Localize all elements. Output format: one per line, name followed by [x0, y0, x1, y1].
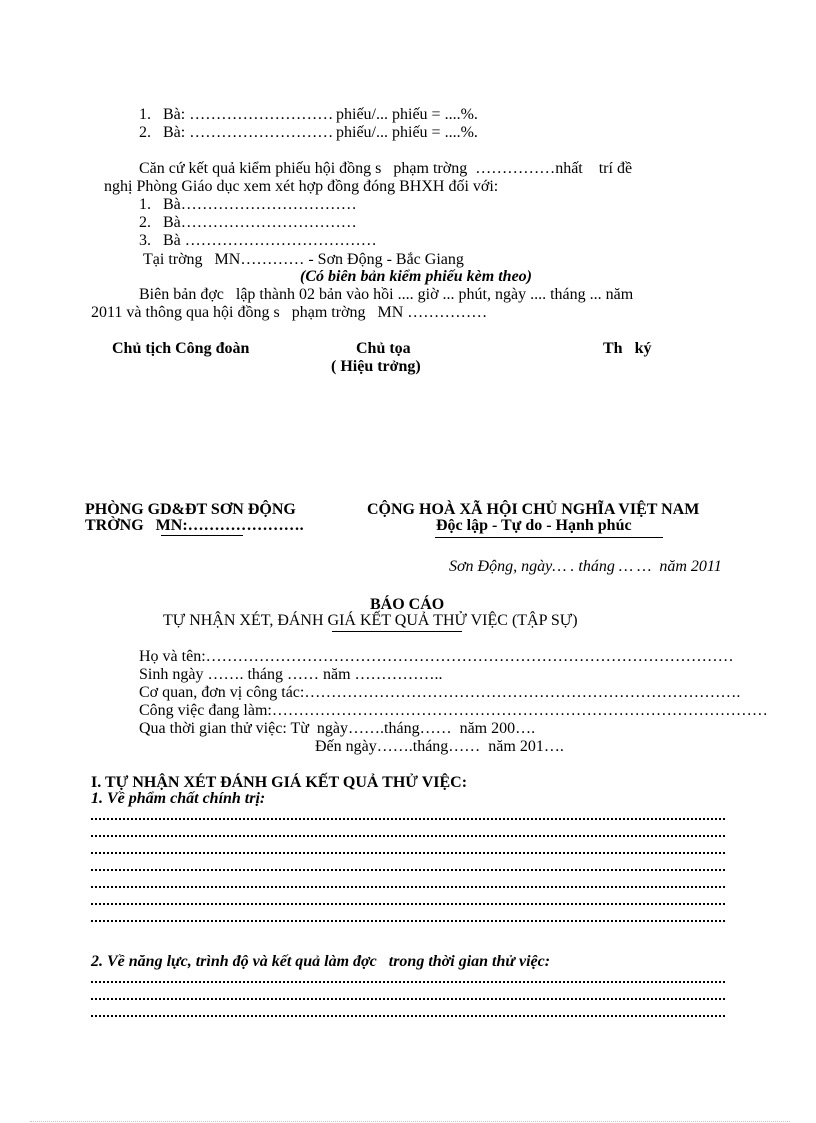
motto-underline: [435, 537, 663, 538]
signature-presider-sub: ( Hiệu trởng): [331, 358, 421, 375]
attachment-note: (Có biên bản kiểm phiếu kèm theo): [300, 268, 532, 285]
field-probation-start: Qua thời gian thử việc: Từ ngày…….tháng…… năm 200….: [139, 720, 536, 737]
location-line: Tại trờng MN………… - Sơn Động - Bắc Giang: [143, 251, 464, 268]
answer-line: [91, 865, 725, 871]
answer-line: [91, 977, 725, 983]
basis-line-1: Căn cứ kết quả kiểm phiếu hội đồng s phạm trờng ……………nhất trí đề: [139, 160, 633, 177]
nominee-3-num: 3.: [139, 232, 151, 249]
answer-line: [91, 848, 725, 854]
header-school: TRỜNG MN:………………….: [85, 517, 304, 534]
vote-line-1-num: 1.: [139, 106, 151, 123]
date-line: Sơn Động, ngày… . tháng … … năm 2011: [449, 558, 722, 575]
header-department: PHÒNG GD&ĐT SƠN ĐỘNG: [85, 501, 296, 518]
subsection-2-heading: 2. Về năng lực, trình độ và kết quả làm đợc trong thời gian thử việc:: [91, 953, 551, 970]
answer-line: [91, 831, 725, 837]
subsection-1-heading: 1. Về phẩm chất chính trị:: [91, 790, 266, 807]
signature-presider: Chủ tọa: [356, 340, 411, 357]
answer-line: [91, 814, 725, 820]
field-probation-end: Đến ngày…….tháng…… năm 201….: [315, 738, 564, 755]
field-birth-date: Sinh ngày ……. tháng …… năm ……………..: [139, 666, 443, 683]
signature-secretary: Th ký: [603, 340, 652, 357]
vote-line-1-result: phiếu/... phiếu = ....%.: [336, 106, 478, 123]
signature-union-chair: Chủ tịch Công đoàn: [112, 340, 250, 357]
subtitle-underline: [332, 631, 462, 632]
answer-line: [91, 1011, 725, 1017]
field-current-job: Công việc đang làm:…………………………………………………………………………………: [139, 702, 768, 719]
nominee-2: Bà……………………………: [163, 214, 357, 231]
nominee-3: Bà ………………………………: [163, 232, 377, 249]
minutes-line-1: Biên bản đợc lập thành 02 bản vào hồi .... giờ ... phút, ngày .... tháng ... năm: [139, 286, 634, 303]
header-school-underline: [161, 535, 243, 536]
answer-line: [91, 882, 725, 888]
answer-line: [91, 916, 725, 922]
vote-line-2-num: 2.: [139, 124, 151, 141]
answer-line: [91, 899, 725, 905]
header-republic: CỘNG HOÀ XÃ HỘI CHỦ NGHĨA VIỆT NAM: [367, 501, 700, 518]
nominee-1-num: 1.: [139, 196, 151, 213]
nominee-1: Bà……………………………: [163, 196, 357, 213]
answer-line: [91, 994, 725, 1000]
vote-line-2-name: Bà: ………………………: [163, 124, 334, 141]
nominee-2-num: 2.: [139, 214, 151, 231]
basis-line-2: nghị Phòng Giáo dục xem xét hợp đồng đóng BHXH đối với:: [104, 178, 499, 195]
report-subtitle: TỰ NHẬN XÉT, ĐÁNH GIÁ KẾT QUẢ THỬ VIỆC (TẬP SỰ): [163, 612, 578, 629]
minutes-line-2: 2011 và thông qua hội đồng s phạm trờng MN ……………: [91, 304, 488, 321]
page-edge-divider: [30, 1121, 790, 1122]
vote-line-2-result: phiếu/... phiếu = ....%.: [336, 124, 478, 141]
section-1-heading: I. TỰ NHẬN XÉT ĐÁNH GIÁ KẾT QUẢ THỬ VIỆC:: [91, 774, 468, 791]
field-full-name: Họ và tên:………………………………………………………………………………………: [139, 648, 734, 665]
report-title: BÁO CÁO: [370, 596, 445, 613]
vote-line-1-name: Bà: ………………………: [163, 106, 334, 123]
header-motto: Độc lập - Tự do - Hạnh phúc: [436, 517, 632, 534]
field-workplace: Cơ quan, đơn vị công tác:……………………………………………………………………….: [139, 684, 741, 701]
